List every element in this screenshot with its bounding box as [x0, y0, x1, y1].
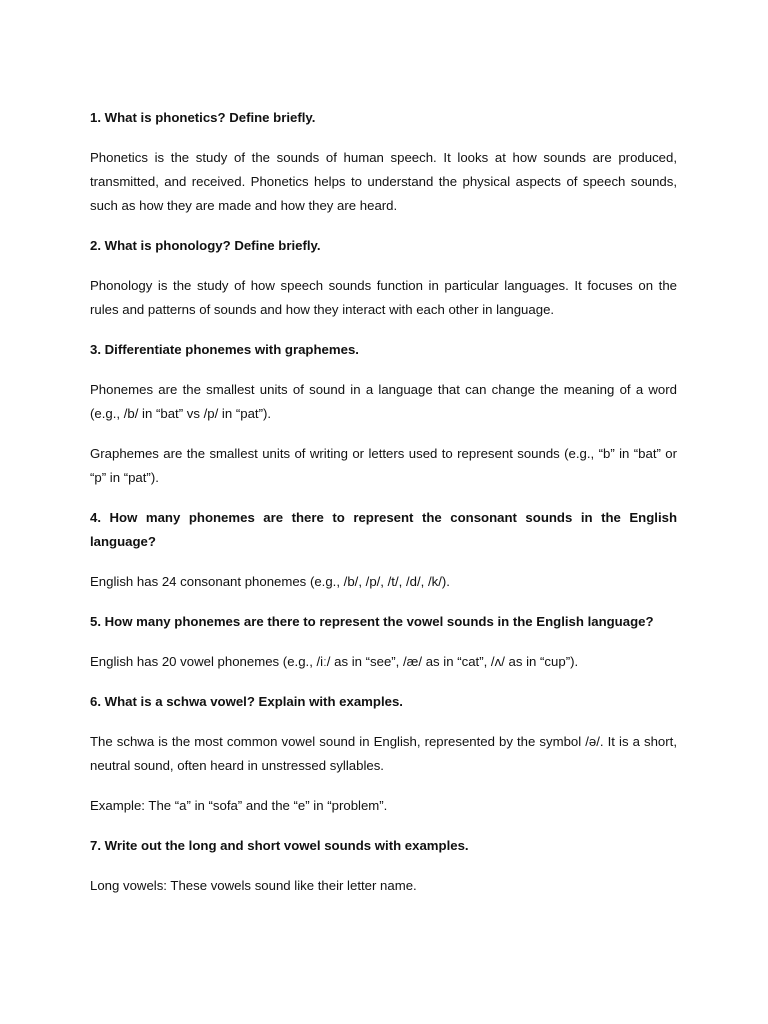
question-heading: 1. What is phonetics? Define briefly.: [90, 110, 316, 125]
answer-paragraph: Graphemes are the smallest units of writing or letters used to represent sounds (e.g., “b” in “bat” or “p” in “pat”).: [90, 446, 677, 485]
question-heading: 4. How many phonemes are there to represent the consonant sounds in the English language?: [90, 510, 677, 549]
answer-paragraph: English has 20 vowel phonemes (e.g., /iː/ as in “see”, /æ/ as in “cat”, /ʌ/ as in “cup”).: [90, 654, 579, 669]
question-heading: 2. What is phonology? Define briefly.: [90, 238, 321, 253]
answer-paragraph: Phonology is the study of how speech sounds function in particular languages. It focuses on the rules and patterns of sounds and how they interact with each other in language.: [90, 278, 677, 317]
question-heading: 6. What is a schwa vowel? Explain with examples.: [90, 694, 403, 709]
answer-paragraph: English has 24 consonant phonemes (e.g., /b/, /p/, /t/, /d/, /k/).: [90, 574, 450, 589]
question-heading: 7. Write out the long and short vowel sounds with examples.: [90, 838, 469, 853]
answer-paragraph: Phonemes are the smallest units of sound in a language that can change the meaning of a word (e.g., /b/ in “bat” vs /p/ in “pat”).: [90, 382, 677, 421]
answer-paragraph: Example: The “a” in “sofa” and the “e” in “problem”.: [90, 798, 388, 813]
question-heading: 5. How many phonemes are there to represent the vowel sounds in the English language?: [90, 614, 654, 629]
document-body: [90, 106, 677, 914]
answer-paragraph: The schwa is the most common vowel sound in English, represented by the symbol /ə/. It is a short, neutral sound, often heard in unstressed syllables.: [90, 734, 677, 773]
answer-paragraph: Long vowels: These vowels sound like their letter name.: [90, 878, 417, 893]
question-heading: 3. Differentiate phonemes with graphemes.: [90, 342, 359, 357]
answer-paragraph: Phonetics is the study of the sounds of human speech. It looks at how sounds are produced, transmitted, and received. Phonetics helps to understand the physical aspects of speech sounds, such as how they are made and how they are heard.: [90, 150, 677, 213]
